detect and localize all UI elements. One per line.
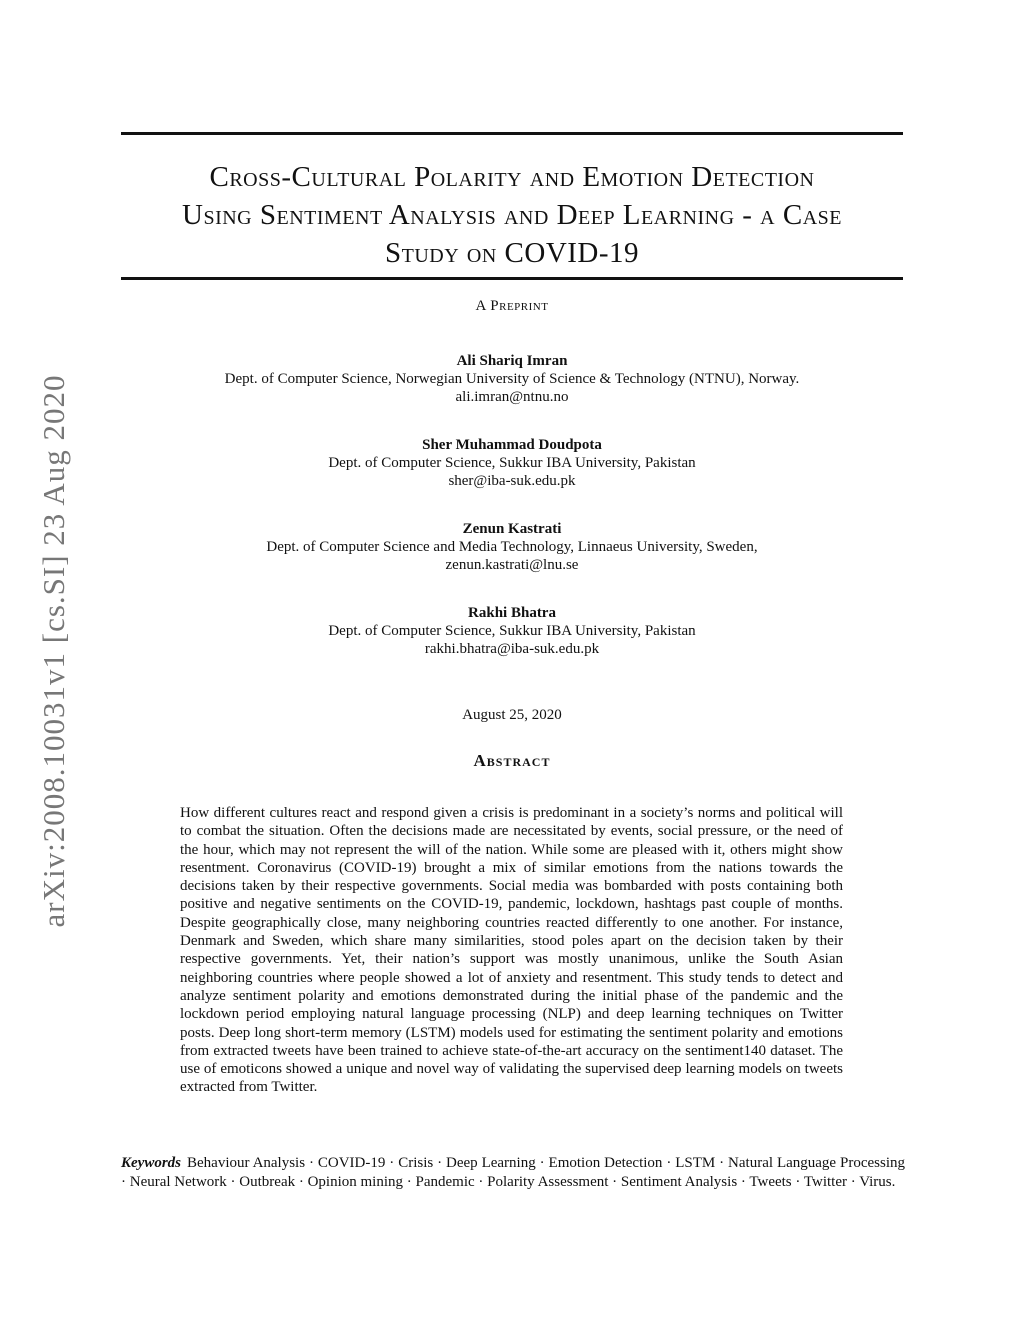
- author-name: Sher Muhammad Doudpota: [422, 437, 602, 453]
- author-affiliation: Dept. of Computer Science, Norwegian University of Science & Technology (NTNU), Norway.: [224, 371, 800, 387]
- author-email: zenun.kastrati@lnu.se: [445, 557, 579, 573]
- title-line-1: Cross-Cultural Polarity and Emotion Detection: [209, 161, 815, 193]
- author-affiliation: Dept. of Computer Science, Sukkur IBA University, Pakistan: [328, 623, 696, 639]
- abstract-heading: Abstract: [473, 751, 551, 770]
- author-name: Ali Shariq Imran: [456, 353, 568, 369]
- title-top-rule: [121, 132, 903, 135]
- paper-title: [110, 158, 914, 272]
- publication-date: August 25, 2020: [462, 707, 562, 723]
- author-affiliation: Dept. of Computer Science and Media Technology, Linnaeus University, Sweden,: [266, 539, 758, 555]
- title-bottom-rule: [121, 277, 903, 280]
- author-block: [0, 436, 1024, 490]
- title-line-2: Using Sentiment Analysis and Deep Learning - a Case: [182, 199, 842, 231]
- author-block: [0, 604, 1024, 658]
- title-line-3: Study on COVID-19: [384, 237, 640, 269]
- keywords-label: Keywords: [121, 1155, 181, 1171]
- keywords-list: Behaviour Analysis · COVID-19 · Crisis · Deep Learning · Emotion Detection · LSTM · Natural Language Processing · Neural Network · Outbreak · Opinion mining · Pandemic · Polarity Assessment · Sentiment Analysis · Tweets · Twitter · Virus.: [121, 1155, 905, 1190]
- author-name: Rakhi Bhatra: [468, 605, 556, 621]
- keywords-section: [121, 1154, 905, 1191]
- author-block: [0, 520, 1024, 574]
- author-name: Zenun Kastrati: [462, 521, 562, 537]
- author-block: [0, 352, 1024, 406]
- abstract-body: How different cultures react and respond given a crisis is predominant in a society’s norms and political will to combat the situation. Often the decisions made are necessitated by events, social pressure, or the need of the hour, which may not represent the will of the nation. While some are pleased with it, others might show resentment. Coronavirus (COVID-19) brought a mix of similar emotions from the nations towards the decisions taken by their respective governments. Social media was bombarded with posts containing both positive and negative sentiments on the COVID-19, pandemic, lockdown, hashtags past couple of months. Despite geographically close, many neighboring countries reacted differently to one another. For instance, Denmark and Sweden, which share many similarities, stood poles apart on the decision taken by their respective governments. Yet, their nation’s support was mostly unanimous, unlike the South Asian neighboring countries where people showed a lot of anxiety and resentment. This study tends to detect and analyze sentiment polarity and emotions demonstrated during the initial phase of the pandemic and the lockdown period employing natural language processing (NLP) and deep learning techniques on Twitter posts. Deep long short-term memory (LSTM) models used for estimating the sentiment polarity and emotions from extracted tweets have been trained to achieve state-of-the-art accuracy on the sentiment140 dataset. The use of emoticons showed a unique and novel way of validating the supervised deep learning models on tweets extracted from Twitter.: [180, 805, 843, 1096]
- author-affiliation: Dept. of Computer Science, Sukkur IBA University, Pakistan: [328, 455, 696, 471]
- author-email: ali.imran@ntnu.no: [455, 389, 569, 405]
- author-email: sher@iba-suk.edu.pk: [448, 473, 576, 489]
- preprint-label: A Preprint: [475, 298, 549, 314]
- author-email: rakhi.bhatra@iba-suk.edu.pk: [424, 641, 600, 657]
- arxiv-identifier: arXiv:2008.10031v1 [cs.SI] 23 Aug 2020: [36, 374, 71, 928]
